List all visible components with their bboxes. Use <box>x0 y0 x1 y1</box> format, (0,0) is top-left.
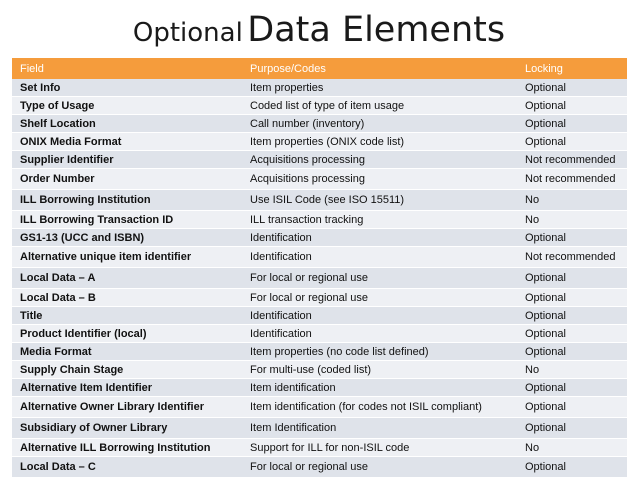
locking-cell: Optional <box>517 229 627 247</box>
purpose-cell: For local or regional use <box>242 268 517 289</box>
table-row <box>12 418 627 439</box>
purpose-cell: Item Identification <box>242 418 517 439</box>
field-cell: Type of Usage <box>12 97 242 115</box>
locking-cell: Optional <box>517 97 627 115</box>
data-elements-table <box>12 58 627 478</box>
locking-cell: Optional <box>517 379 627 397</box>
table-row <box>12 343 627 361</box>
table-row <box>12 229 627 247</box>
field-cell: ILL Borrowing Institution <box>12 190 242 211</box>
title-main: Data Elements <box>247 10 506 50</box>
purpose-cell: Item properties <box>242 79 517 97</box>
table-row <box>12 190 627 211</box>
table-row <box>12 439 627 457</box>
locking-cell: No <box>517 361 627 379</box>
table-row <box>12 97 627 115</box>
field-cell: Alternative ILL Borrowing Institution <box>12 439 242 457</box>
purpose-cell: Identification <box>242 325 517 343</box>
purpose-cell: Identification <box>242 307 517 325</box>
purpose-cell: Identification <box>242 229 517 247</box>
table-row <box>12 79 627 97</box>
field-cell: Alternative Owner Library Identifier <box>12 397 242 418</box>
table-row <box>12 247 627 268</box>
purpose-cell: Item properties (no code list defined) <box>242 343 517 361</box>
field-cell: Alternative Item Identifier <box>12 379 242 397</box>
header-field: Field <box>12 58 242 79</box>
locking-cell: Optional <box>517 115 627 133</box>
field-cell: Local Data – A <box>12 268 242 289</box>
field-cell: Subsidiary of Owner Library <box>12 418 242 439</box>
field-cell: Local Data – B <box>12 289 242 307</box>
page-title <box>0 8 638 59</box>
purpose-cell: Support for ILL for non-ISIL code <box>242 439 517 457</box>
purpose-cell: Use ISIL Code (see ISO 15511) <box>242 190 517 211</box>
locking-cell: Not recommended <box>517 247 627 268</box>
purpose-cell: Acquisitions processing <box>242 151 517 169</box>
locking-cell: No <box>517 439 627 457</box>
purpose-cell: Identification <box>242 247 517 268</box>
locking-cell: Optional <box>517 268 627 289</box>
locking-cell: Optional <box>517 418 627 439</box>
purpose-cell: Item identification (for codes not ISIL compliant) <box>242 397 517 418</box>
field-cell: Order Number <box>12 169 242 190</box>
table-row <box>12 361 627 379</box>
field-cell: Title <box>12 307 242 325</box>
field-cell: Shelf Location <box>12 115 242 133</box>
purpose-cell: Item identification <box>242 379 517 397</box>
locking-cell: Optional <box>517 133 627 151</box>
table-row <box>12 397 627 418</box>
field-cell: Supplier Identifier <box>12 151 242 169</box>
field-cell: GS1-13 (UCC and ISBN) <box>12 229 242 247</box>
purpose-cell: For local or regional use <box>242 457 517 478</box>
table-row <box>12 133 627 151</box>
table-row <box>12 268 627 289</box>
locking-cell: Not recommended <box>517 151 627 169</box>
header-locking: Locking <box>517 58 627 79</box>
locking-cell: Optional <box>517 289 627 307</box>
table-row <box>12 307 627 325</box>
table-row <box>12 325 627 343</box>
locking-cell: Optional <box>517 79 627 97</box>
locking-cell: No <box>517 190 627 211</box>
table-header-row <box>12 58 627 79</box>
table-row <box>12 457 627 478</box>
field-cell: Media Format <box>12 343 242 361</box>
field-cell: Product Identifier (local) <box>12 325 242 343</box>
purpose-cell: Acquisitions processing <box>242 169 517 190</box>
field-cell: Local Data – C <box>12 457 242 478</box>
locking-cell: Optional <box>517 457 627 478</box>
table-row <box>12 379 627 397</box>
field-cell: ILL Borrowing Transaction ID <box>12 211 242 229</box>
table-row <box>12 289 627 307</box>
table-row <box>12 211 627 229</box>
locking-cell: Optional <box>517 397 627 418</box>
purpose-cell: Call number (inventory) <box>242 115 517 133</box>
header-purpose: Purpose/Codes <box>242 58 517 79</box>
purpose-cell: ILL transaction tracking <box>242 211 517 229</box>
title-prefix: Optional <box>132 18 243 48</box>
purpose-cell: Coded list of type of item usage <box>242 97 517 115</box>
table-row <box>12 151 627 169</box>
purpose-cell: For multi-use (coded list) <box>242 361 517 379</box>
table-row <box>12 169 627 190</box>
locking-cell: Optional <box>517 307 627 325</box>
locking-cell: Not recommended <box>517 169 627 190</box>
locking-cell: Optional <box>517 325 627 343</box>
locking-cell: Optional <box>517 343 627 361</box>
purpose-cell: For local or regional use <box>242 289 517 307</box>
purpose-cell: Item properties (ONIX code list) <box>242 133 517 151</box>
table-body <box>12 79 627 478</box>
field-cell: Alternative unique item identifier <box>12 247 242 268</box>
table-row <box>12 115 627 133</box>
field-cell: Supply Chain Stage <box>12 361 242 379</box>
field-cell: ONIX Media Format <box>12 133 242 151</box>
field-cell: Set Info <box>12 79 242 97</box>
locking-cell: No <box>517 211 627 229</box>
